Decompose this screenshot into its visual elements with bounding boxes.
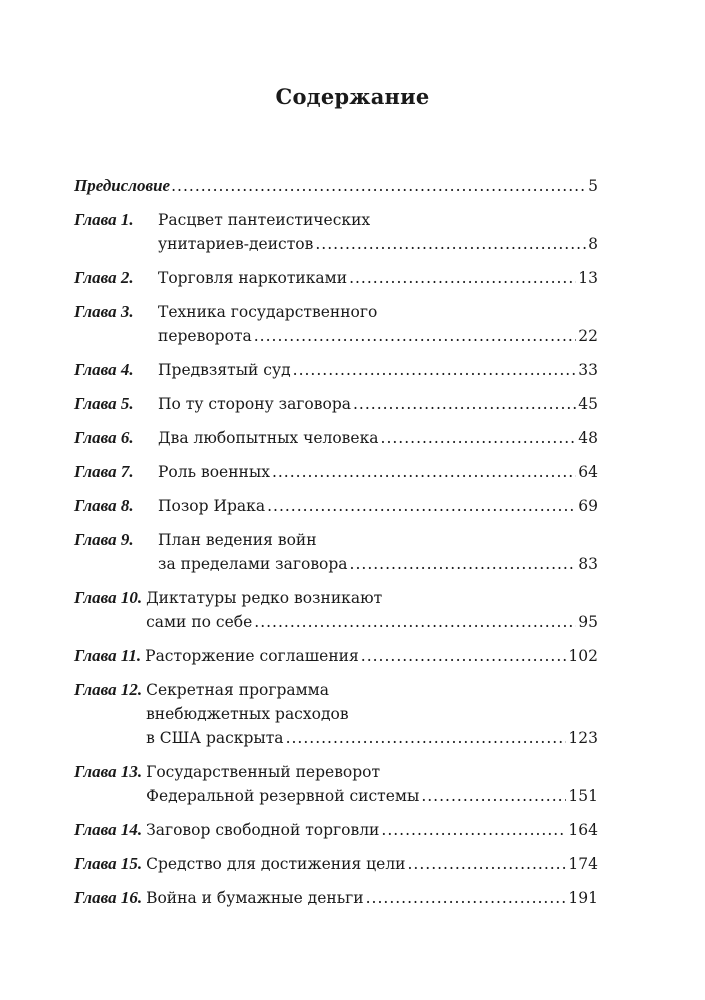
dot-leader: [171, 174, 586, 198]
page-number: 123: [568, 729, 598, 747]
chapter-label: Глава 3.: [74, 302, 134, 321]
toc-entry: [74, 760, 598, 808]
page-number: 164: [568, 821, 598, 839]
chapter-title-line: Федеральной резервной системы: [146, 787, 420, 805]
chapter-title-line: в США раскрыта: [146, 729, 284, 747]
chapter-title-line: унитариев-деистов: [158, 235, 314, 253]
page-number: 69: [578, 497, 598, 515]
toc-entry: [74, 886, 598, 910]
page-number: 151: [568, 787, 598, 805]
chapter-title-line: за пределами заговора: [158, 555, 348, 573]
page-title: Содержание: [275, 84, 430, 109]
chapter-label: Глава 8.: [74, 496, 134, 515]
chapter-label: Глава 14.: [74, 820, 143, 839]
dot-leader: [408, 852, 567, 876]
toc-entry: [74, 358, 598, 382]
chapter-title-line: Торговля наркотиками: [158, 269, 348, 287]
dot-leader: [254, 324, 577, 348]
page-number: 64: [578, 463, 598, 481]
chapter-label: Глава 6.: [74, 428, 134, 447]
toc-entry: [74, 586, 598, 634]
chapter-label: Глава 1.: [74, 210, 134, 229]
chapter-title-line: Заговор свободной торговли: [146, 821, 380, 839]
dot-leader: [267, 494, 576, 518]
dot-leader: [421, 784, 566, 808]
chapter-label: Глава 2.: [74, 268, 134, 287]
chapter-title-line: внебюджетных расходов: [146, 705, 349, 723]
chapter-label: Глава 12.: [74, 680, 143, 699]
page-number: 102: [568, 647, 598, 665]
toc-entry: [74, 266, 598, 290]
chapter-title-line: Секретная программа: [146, 681, 329, 699]
dot-leader: [272, 460, 576, 484]
toc-entry: [74, 818, 598, 842]
dot-leader: [361, 644, 567, 668]
dot-leader: [293, 358, 577, 382]
chapter-title-line: Война и бумажные деньги: [146, 889, 364, 907]
page-number: 8: [588, 235, 598, 253]
page-number: 174: [568, 855, 598, 873]
dot-leader: [353, 392, 576, 416]
dot-leader: [381, 426, 577, 450]
dot-leader: [286, 726, 567, 750]
page-number: 45: [578, 395, 598, 413]
toc-entry: [74, 208, 598, 256]
chapter-label: Глава 5.: [74, 394, 134, 413]
chapter-list: [74, 208, 598, 910]
toc-entry: [74, 494, 598, 518]
chapter-label: Глава 7.: [74, 462, 134, 481]
page-number: 95: [578, 613, 598, 631]
dot-leader: [254, 610, 576, 634]
dot-leader: [315, 232, 586, 256]
toc-entry: [74, 392, 598, 416]
toc-entry-preface: [74, 174, 598, 198]
toc-entry: [74, 426, 598, 450]
toc-entry: [74, 644, 598, 668]
toc-entry: [74, 678, 598, 750]
toc-entry: [74, 460, 598, 484]
chapter-title-line: Техника государственного: [158, 303, 378, 321]
chapter-title-line: Два любопытных человека: [158, 429, 379, 447]
chapter-title-line: План ведения войн: [158, 531, 317, 549]
page-number: 48: [578, 429, 598, 447]
chapter-label: Глава 13.: [74, 762, 143, 781]
page-number: 83: [578, 555, 598, 573]
chapter-title-line: Позор Ирака: [158, 497, 266, 515]
chapter-title-line: По ту сторону заговора: [158, 395, 351, 413]
toc-entry: [74, 852, 598, 876]
page-number: 22: [578, 327, 598, 345]
chapter-label: Глава 11.: [74, 646, 142, 665]
page-number: 13: [578, 269, 598, 287]
dot-leader: [366, 886, 567, 910]
toc-entry: [74, 300, 598, 348]
chapter-label: Глава 9.: [74, 530, 134, 549]
chapter-title-line: Предвзятый суд: [158, 361, 291, 379]
chapter-label: Глава 4.: [74, 360, 134, 379]
chapter-title-line: Расцвет пантеистических: [158, 211, 371, 229]
chapter-label: Глава 15.: [74, 854, 143, 873]
dot-leader: [349, 266, 576, 290]
dot-leader: [381, 818, 566, 842]
chapter-label: Глава 10.: [74, 588, 143, 607]
page-number: 5: [588, 177, 598, 195]
chapter-title-line: Государственный переворот: [146, 763, 381, 781]
page-number: 191: [568, 889, 598, 907]
toc-entry: [74, 528, 598, 576]
chapter-title-line: Роль военных: [158, 463, 270, 481]
table-of-contents: [74, 174, 598, 920]
dot-leader: [350, 552, 577, 576]
preface-label: Предисловие: [74, 176, 171, 195]
page-number: 33: [578, 361, 598, 379]
chapter-label: Глава 16.: [74, 888, 143, 907]
chapter-title-line: сами по себе: [146, 613, 253, 631]
chapter-title-line: Расторжение соглашения: [145, 647, 359, 665]
chapter-title-line: переворота: [158, 327, 252, 345]
chapter-title-line: Диктатуры редко возникают: [146, 589, 383, 607]
chapter-title-line: Средство для достижения цели: [146, 855, 406, 873]
